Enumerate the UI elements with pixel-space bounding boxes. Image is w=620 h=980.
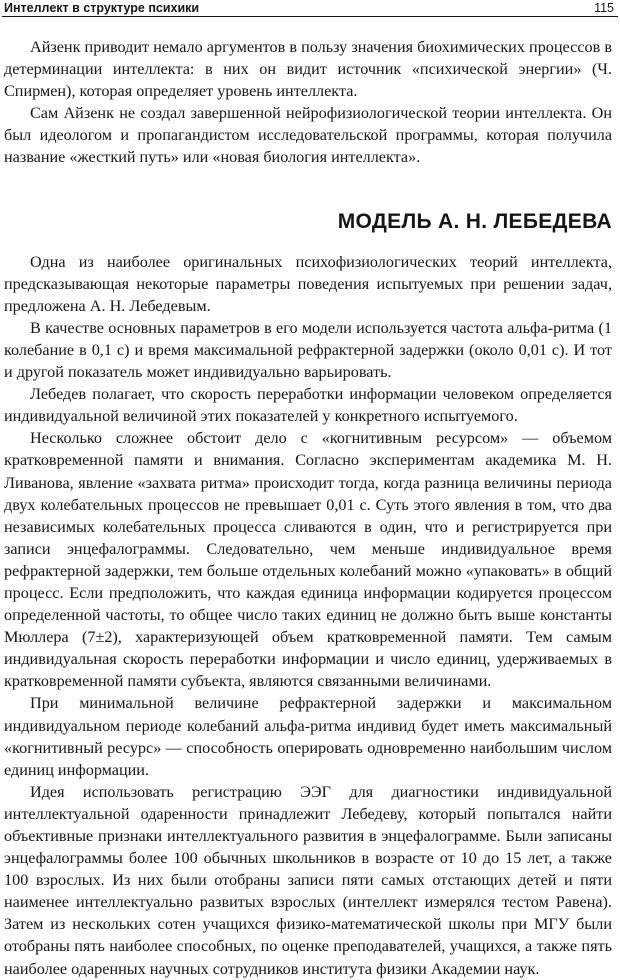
running-title: Интеллект в структуре психики bbox=[4, 1, 200, 15]
paragraph-cognitive-resource: Несколько сложнее обстоит дело с «когнитивным ресурсом» — объемом кратковременной памяти и внимания. Согласно экспериментам академика М. Н. Ливанова, явление «захвата ритма» происходит тогда, когда разница величины периода двух колебательных процессов не превышает 0,01 с. Суть этого явления в том, что два независимых колебательных процесса сливаются в один, что и регистрируется при записи энцефалограммы. Следовательно, чем меньше индивидуальное время рефрактерной задержки, тем больше отдельных колебаний можно «упаковать» в общий процесс. Если предположить, что каждая единица информации кодируется процессом определенной частоты, то общее число таких единиц не должно быть выше константы Мюллера (7±2), характеризующей объем кратковременной памяти. Тем самым индивидуальная скорость переработки информации и число единиц, удерживаемых в кратковременной памяти субъекта, являются связанными величинами. bbox=[4, 429, 612, 691]
paragraph-lebedev-intro: Одна из наиболее оригинальных психофизиологических теорий интеллекта, предсказывающая некоторые параметры поведения испытуемых при решении задач, предложена А. Н. Лебедевым. bbox=[4, 252, 612, 315]
paragraph-model-parameters: В качестве основных параметров в его модели используется частота альфа-ритма (1 колебание в 0,1 с) и время максимальной рефрактерной задержки (около 0,01 с). И тот и другой показатель может индивидуально варьировать. bbox=[4, 318, 612, 382]
page-number: 115 bbox=[594, 1, 614, 15]
paragraph-eysenck-biochemistry: Айзенк приводит немало аргументов в пользу значения биохимических процессов в детерминации интеллекта: в них он видит источник «психической энергии» (Ч. Спирмен), которая определяет уровень интеллекта. bbox=[4, 38, 612, 101]
paragraph-processing-speed: Лебедев полагает, что скорость переработки информации человеком определяется индивидуальной величиной этих показателей у конкретного испытуемого. bbox=[4, 385, 612, 426]
page-body bbox=[4, 36, 612, 980]
header-rule bbox=[2, 16, 618, 17]
paragraph-eeg-diagnostics: Идея использовать регистрацию ЭЭГ для диагностики индивидуальной интеллектуальной одаренности принадлежит Лебедеву, который попытался найти объективные признаки интеллектуального развития в энцефалограмме. Были записаны энцефалограммы более 100 обычных школьников в возрасте от 10 до 15 лет, а также 100 взрослых. Из них были отобраны записи пяти самых отстающих детей и пяти наименее интеллектуально развитых взрослых (интеллект измерялся тестом Равена). Затем из нескольких сотен учащихся физико-математической школы при МГУ были отобраны пять наиболее способных, по оценке преподавателей, учащихся, а также пять наиболее одаренных научных сотрудников института физики Академии наук. bbox=[4, 782, 612, 978]
paragraph-eysenck-program: Сам Айзенк не создал завершенной нейрофизиологической теории интеллекта. Он был идеологом и пропагандистом исследовательской программы, которая получила название «жесткий путь» или «новая биология интеллекта». bbox=[4, 104, 612, 167]
section-heading: МОДЕЛЬ А. Н. ЛЕБЕДЕВА bbox=[337, 209, 612, 233]
running-header bbox=[0, 0, 620, 18]
paragraph-maximal-resource: При минимальной величине рефрактерной задержки и максимальном индивидуальном периоде колебаний альфа-ритма индивид будет иметь максимальный «когнитивный ресурс» — способность оперировать одновременно наибольшим числом единиц информации. bbox=[4, 694, 612, 779]
